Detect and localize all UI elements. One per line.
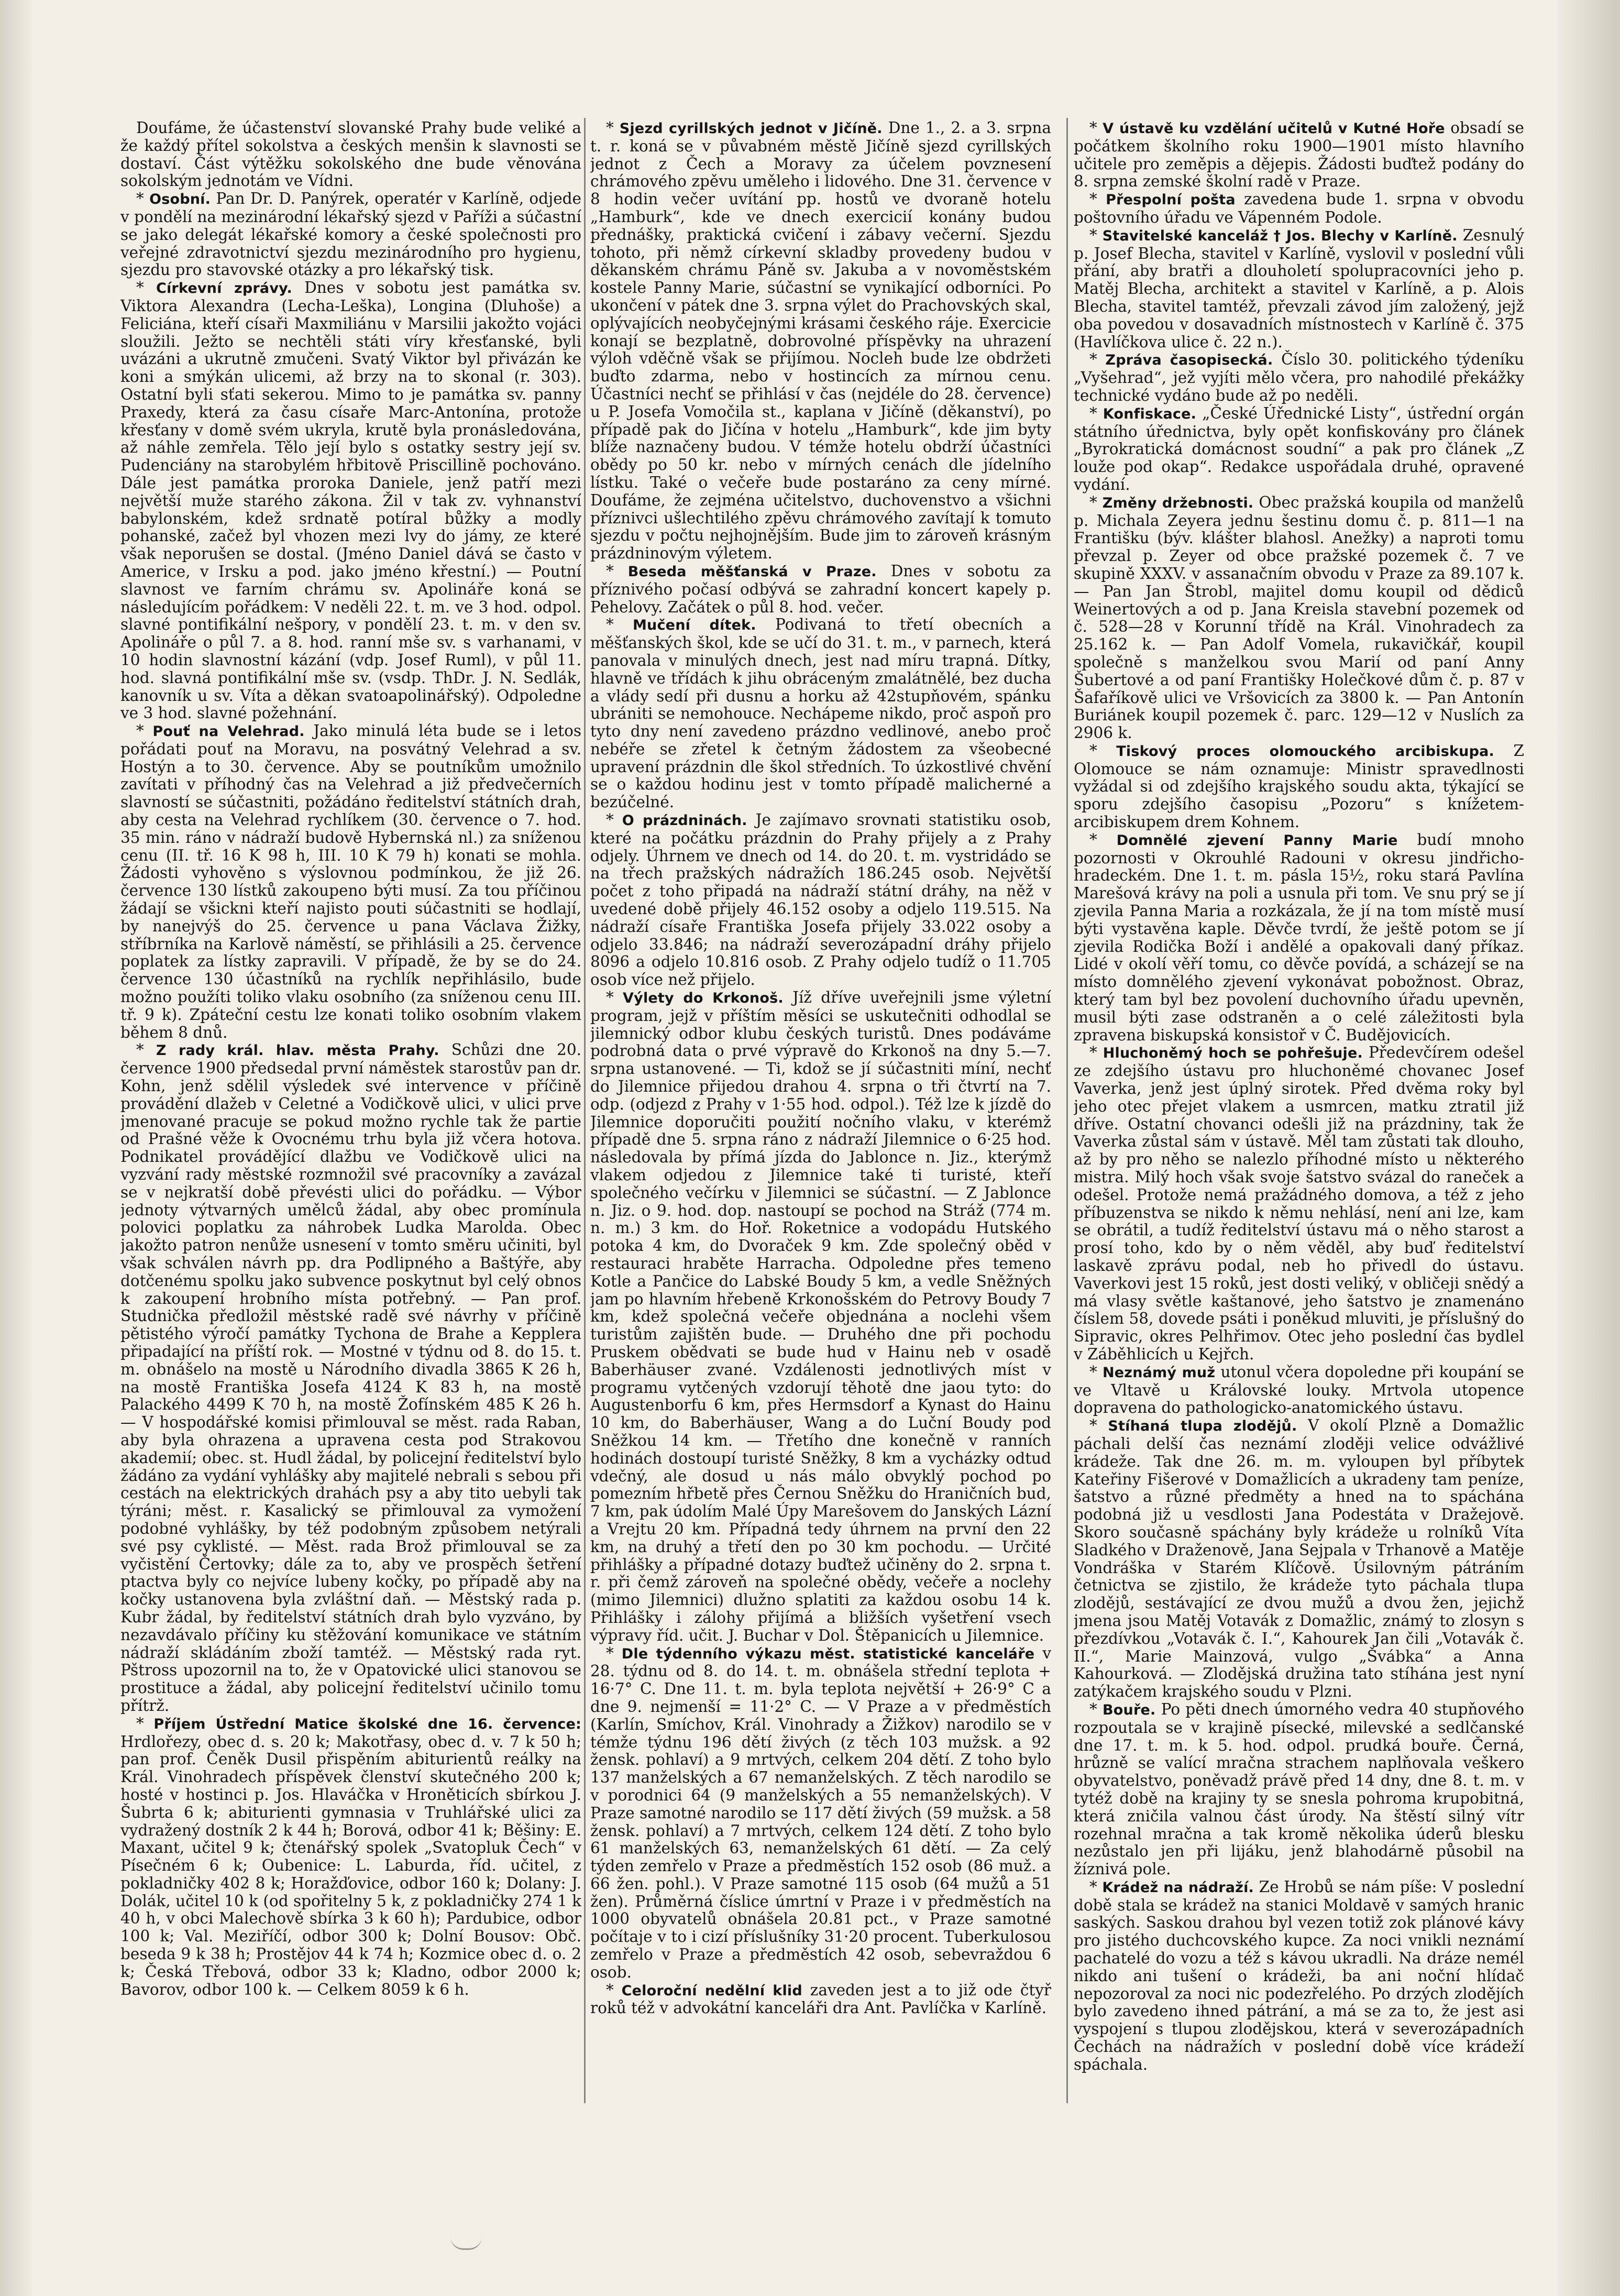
news-headline: Bouře. [1103, 1701, 1156, 1718]
news-body: Z Olomouce se nám oznamuje: Ministr spravedlnosti vyžádal si od zdejšího krajského soudu akta, týkající se sporu zdejšího časopisu „Pozoru“ s knížetem-arcibiskupem drem Kohnem. [1074, 741, 1524, 831]
news-body: zaveden jest a to již ode čtyř roků též v advokátní kanceláři dra Ant. Pavlíčka v Karlíně. [590, 1981, 1051, 2017]
asterisk-marker: * [136, 279, 156, 297]
asterisk-marker: * [136, 722, 153, 740]
news-headline: Konfiskace. [1103, 405, 1197, 422]
asterisk-marker: * [606, 119, 620, 137]
news-body: Dnes v sobotu za příznivého počasí odbývá se zahradní koncert kapely p. Pehelovy. Začátek o půl 8. hod. večer. [590, 562, 1051, 616]
asterisk-marker: * [1089, 741, 1117, 760]
asterisk-marker: * [136, 1041, 156, 1059]
asterisk-marker: * [1089, 1416, 1108, 1435]
news-body: Pan Dr. D. Panýrek, operatér v Karlíně, odjede v pondělí na mezinárodní lékařský sjezd v Paříži a súčastní se jako delegát lékařské komory a české společnosti pro veřejné zdravotnictví sjezdu mezinárodního pro hygienu, sjezdu pro stavovské otázky a pro lékařský tisk. [120, 190, 581, 279]
news-headline: Celoroční nedělní klid [621, 1982, 802, 1999]
news-headline: Stíhaná tlupa zlodějů. [1108, 1418, 1297, 1435]
news-column-1 [120, 119, 581, 2105]
news-body: Dne 1., 2. a 3. srpna t. r. koná se v půvabném městě Jičíně sjezd cyrillských jednot z Čech a Moravy za účelem povznesení chrámového zpěvu uměleho i lidového. Dne 31. července v 8 hodin večer uvítání pp. hostů ve dvoraně hotelu „Hamburk“, kde ve dnech exercicií konány budou přednášky, praktická cvičení i zábavy večerní. Sjezdu tohoto, při němž církevní skladby provedeny budou v děkanském chrámu Páně sv. Jakuba a v novoměstském kostele Panny Marie, súčastní se vynikající odborníci. Po ukončení v pátek dne 3. srpna výlet do Prachovských skal, oplývajících neobyčejnými krásami českého ráje. Exercicie konají se bezplatně, dobrovolné příspěvky na uhrazení výloh vděčně však se přijímou. Nocleh bude lze obdržeti buďto zdarma, nebo v hostincích za mírnou cenu. Účastníci nechť se přihlásí v čas (nejdéle do 28. července) u P. Josefa Vomočila st., kaplana v Jičíně (děkanství), po případě pak do Jičína v hotelu „Hamburk“, kde jim byty blíže naznačeny budou. V témže hotelu obdrží účastníci obědy po 50 kr. nebo v mírných cenách dle jídelního lístku. Také o večeře bude postaráno za ceny mírné. Doufáme, že zejména učitelstvo, duchovenstvo a všichni příznivci ušlechtilého zpěvu chrámového zavítají k tomuto sjezdu v počtu nejhojnějším. Bude jim to zároveň krásným prázdninovým výletem. [590, 119, 1051, 563]
news-body: Jíž dříve uveřejnili jsme výletní program, jejž v příštím měsíci se uskutečniti odhodlal se jilemnický odbor klubu českých turistů. Dnes podáváme podrobná data o prvé výpravě do Krkonoš na dny 5.—7. srpna ustanovené. — Ti, kdož se jí súčastniti míní, nechť do Jilemnice přijedou drahou 4. srpna o tři čtvrtí na 7. odp. (odjezd z Prahy v 1·55 hod. odpol.). Též lze k jízdě do Jilemnice doporučiti použití nočního vlaku, v kterémž případě dne 5. srpna ráno z nádraží Jilemnice o 6·25 hod. následovala by přímá jízda do Jablonce n. Jiz., kterýmž vlakem odjedou z Jilemnice také ti turisté, kteří společného večírku v Jilemnici se súčastní. — Z Jablonce n. Jiz. o 9. hod. dop. nastoupí se pochod na Stráž (774 m. n. m.) 3 km. do Hoř. Roketnice a vodopádu Hutského potoka 4 km, do Dvoraček 9 km. Zde společný oběd v restauraci hraběte Harracha. Odpoledne přes temeno Kotle a Pančice do Labské Boudy 5 km, a vedle Sněžných jam po hlavním hřebeně Krkonošském do Petrovy Boudy 7 km, kdež společná večeře objednána a noclehi všem turistům zajištěn bude. — Druhého dne při pochodu Pruskem obědvati se bude hud v Hainu neb v osadě Baberhäuser zvané. Vzdálenosti jednotlivých míst v programu vytčených vzdorují těhotě dne jaou tyto: do Augustenborfu 6 km, přes Hermsdorf a Kynast do Hainu 10 km, do Baberhäuser, Wang a do Luční Boudy pod Sněžkou 14 km. — Třetího dne konečně v ranních hodinách dostoupí turisté Sněžky, 8 km a vycházky odtud vdečný, ale dosud u nás málo obvyklý pochod po pomezním hřbetě přes Černou Sněžku do Hraničních bud, 7 km, pak údolím Malé Úpy Marešovem do Janských Lázní a Vrejtu 20 km. Případná tedy úhrnem na první den 22 km, na druhý a třetí den po 30 km pochodu. — Určité přihlášky a případné dotazy buďtež učiněny do 2. srpna t. r. při čemž zároveň na společné obědy, večeře a noclehy (mimo Jilemnici) dlužno splatiti za každou osobu 14 k. Přihlášky i zálohy přijímá a bližších vyšetření vsech výpravy říd. učit. J. Buchar v Dol. Štěpanicích u Jilemnice. [590, 988, 1051, 1644]
news-body: Jako minulá léta bude se i letos pořádati pouť na Moravu, na posvátný Velehrad a sv. Hostýn a to 30. července. Aby se poutníkům umožnilo zavítati v příhodný čas na Velehrad a již předvečerních slavností se súčastniti, požádáno ředitelství státních drah, aby cesta na Velehrad rychlíkem (30. července o 7. hod. 35 min. ráno v nádraží budově Hybernská nl.) za sníženou cenu (II. tř. 16 K 98 h, III. 10 K 79 h) konati se mohla. Žádosti vyhověno s výslovnou podmínkou, že již 26. července 130 lístků zakoupeno býti musí. Za tou příčinou žádají se všickni kteří najisto pouti súčastniti se hodlají, by nanejvýš do 25. července u pana Václava Žižky, stříbrníka na Karlově náměstí, se přihlásili a 25. července poplatek za lístky zapravili. V případě, že by se do 24. července 130 účastníků na rychlík nepřihlásilo, bude možno použíti toliko vlaku osobního (za sníženou cenu III. tř. 9 k). Zpáteční cestu lze konati toliko osobním vlakem během 8 dnů. [120, 722, 581, 1041]
news-headline: Krádež na nádraží. [1102, 1879, 1254, 1896]
news-body: v 28. týdnu od 8. do 14. t. m. obnášela střední teplota + 16·7° C. Dne 11. t. m. byla teplota největší + 26·9° C a dne 9. nejmenší = 11·2° C. — V Praze a v předměstích (Karlín, Smíchov, Král. Vinohrady a Žižkov) narodilo se v témže týdnu 196 dětí živých (z těch 103 mužsk. a 92 žensk. pohlaví) a 9 mrtvých, celkem 204 dětí. Z toho bylo 137 manželských a 67 nemanželských. Z těch narodilo se v porodnici 64 (9 manželských a 55 nemanželských). V Praze samotné narodilo se 117 dětí živých (59 mužsk. a 58 žensk. pohlaví) a 7 mrtvých, celkem 124 dětí. Z toho bylo 61 manželských 63, nemanželských 61 dětí. — Za celý týden zemřelo v Praze a předměstích 152 osob (86 muž. a 66 žen. pohl.). V Praze samotné 115 osob (64 mužů a 51 žen). Průměrná číslice úmrtní v Praze i v předměstích na 1000 obyvatelů obnášela 20.81 pct., v Praze samotné počítaje v to i cizí příslušníky 31·20 procent. Tuberkulosou zemřelo v Praze a předměstích 42 osob, sebevraždou 6 osob. [590, 1644, 1051, 1981]
asterisk-marker: * [1089, 350, 1106, 369]
news-item [1074, 1364, 1524, 1417]
news-headline: Hluchoněmý hoch se pohřešuje. [1103, 1045, 1363, 1062]
asterisk-marker: * [1089, 119, 1103, 137]
asterisk-marker: * [1089, 830, 1117, 849]
news-headline: Příjem Ústřední Matice školské dne 16. července: [153, 1716, 581, 1732]
news-item [120, 279, 581, 722]
asterisk-marker: * [606, 988, 623, 1007]
news-item [1074, 742, 1524, 831]
news-headline: Zpráva časopisecká. [1105, 352, 1273, 369]
asterisk-marker: * [606, 562, 628, 580]
news-item [120, 190, 581, 279]
asterisk-marker: * [1089, 493, 1103, 511]
news-item [120, 1715, 581, 1999]
news-item [590, 563, 1051, 616]
asterisk-marker: * [606, 616, 633, 634]
news-headline: Mučení dítek. [632, 617, 756, 634]
news-body: Doufáme, že účastenství slovanské Prahy bude veliké a že každý přítel sokolstva a českých menšin k slavnosti se dostaví. Část výtěžku sokolského dne bude věnována sokolským jednotám ve Vídni. [120, 119, 581, 190]
asterisk-marker: * [606, 1644, 622, 1662]
asterisk-marker: * [606, 811, 622, 829]
news-body: Zesnulý p. Josef Blecha, stavitel v Karlíně, vyslovil v poslední vůli přání, aby bratři a dlouholetí spolupracovníci jeho p. Matěj Blecha, architekt a stavitel v Karlíně, a p. Alois Blecha, stavitel tamtéž, převzali závod jím založený, jejž oba povedou v dosavadních místnostech v Karlíně č. 375 (Havlíčkova ulice č. 22 n.). [1074, 226, 1524, 351]
asterisk-marker: * [1089, 404, 1103, 422]
news-body: Po pěti dnech úmorného vedra 40 stupňového rozpoutala se v krajině písecké, milevské a sedlčanské dne 17. t. m. k 5. hod. odpol. prudká bouře. Černá, hrůzně se valící mračna strachem naplňovala veškero obyvatelstvo, poněvadž právě před 14 dny, dne 8. t. m. v tytéž době na krajiny ty se snesla pohroma krupobitná, která zničila valnou část úrody. Na štěstí silný vítr rozehnal mračna a tak kromě několika úderů blesku nezůstalo jen při lijáku, jenž blahodárně působil na žíznivá pole. [1074, 1700, 1524, 1878]
asterisk-marker: * [606, 1981, 622, 1999]
news-column-2 [590, 119, 1051, 2105]
news-body: obsadí se počátkem školního roku 1900—1901 místo hlavního učitele pro zeměpis a dějepis. Žádosti buďtež podány do 8. srpna zemské školní radě v Praze. [1074, 119, 1524, 191]
news-item [1074, 1044, 1524, 1363]
news-headline: Osobní. [149, 191, 211, 208]
news-body: Ze Hrobů se nám píše: V poslední době stala se krádež na stanici Moldavě v samých hranic saských. Saskou drahou byl vezen totiž zok plánové kávy pro jistého duchcovského kupce. Za noci vnikli neznámí pachatelé do vozu a též s kávou ukradli. Na dráze nemél nikdo ani tušení o krádeži, ba ani noční hlídač nepozoroval za noci nic podezřelého. Po drzých zlodějích bylo zavedeno ihned pátrání, a má se za to, že jest asi vyspojení s tlupou zlodějskou, která v severozápadních Čechách na nádražích v poslední době více krádeží spáchala. [1074, 1877, 1524, 2073]
news-item [1074, 405, 1524, 494]
news-body: budí mnoho pozornosti v Okrouhlé Radouni v okresu jindřicho-hradeckém. Dne 1. t. m. pásla 15½, roku stará Pavlína Marešová krávy na poli a usnula při tom. Ve snu prý se jí zjevila Panna Maria a rozkázala, že jí na tom místě musí býti vystavěna kaple. Děvče tvrdí, že ještě potom se jí zjevila Rodička Boží i andělé a opakovali daný příkaz. Lidé v okolí věří tomu, co děvče povídá, a scházejí se na místo domnělého zjevení vykonávat pobožnost. Obraz, který tam byl bez povolení duchovního úřadu upevněn, musil býti zase odstraněn a o celé záležitosti byla zpravena biskupská konsistoř v Č. Budějovicích. [1074, 830, 1524, 1044]
news-item [590, 1982, 1051, 2018]
news-headline: Přespolní pošta [1106, 192, 1236, 208]
news-body: Předevčírem odešel ze zdejšího ústavu pro hluchoněmé chovanec Josef Vaverka, jenž jest úplný sirotek. Před dvěma roky byl jeho otec přejet vlakem a usmrcen, matku ztratil již dříve. Ostatní chovanci odešli již na prázdniny, tak že Vaverka zůstal sám v ústavě. Měl tam zůstati tak dlouho, až by pro něho se nalezlo příhodné místo u některého mistra. Milý hoch však svoje šatstvo svázal do raneček a odešel. Protože nemá pražádného domova, a též z jeho příbuzenstva se nikdo k němu nehlásí, není ani lze, kam se obrátil, a tudíž ředitelství ústavu má o něho starost a prosí toho, kdo by o něm věděl, aby buď ředitelství laskavě zprávu podal, neb ho přivedl do ústavu. Vaverkovi jest 15 roků, jest dosti veliký, v obličeji snědý a má vlasy světle kaštanové, jeho šatstvo je znamenáno číslem 58, dovede psáti i poněkud mluviti, je příslušný do Sipravic, okres Pelhřimov. Otec jeho poslední čas bydlel v Záběhlicích u Kejřch. [1074, 1043, 1524, 1363]
news-item [1074, 1701, 1524, 1878]
news-body: Je zajímavo srovnati statistiku osob, které na počátku prázdnin do Prahy přijely a z Prahy odjely. Úhrnem ve dnech od 14. do 20. t. m. vystridádo se na třech pražských nádražích 186.245 osob. Největší počet z toho připadá na nádraží státní dráhy, na něž v uvedené době přijely 46.152 osoby a odjelo 119.515. Na nádraží císaře Františka Josefa přijely 33.022 osoby a odjelo 33.846; na nádraží severozápadní dráhy přijelo 8096 a odjelo 10.816 osob. Z Prahy odjelo tudíž o 11.705 osob více než přijelo. [590, 811, 1051, 989]
news-headline: Tiskový proces olomouckého arcibiskupa. [1116, 743, 1494, 760]
news-headline: V ústavě ku vzdělání učitelů v Kutné Hoře [1103, 120, 1445, 137]
news-headline: Pouť na Velehrad. [152, 723, 305, 740]
asterisk-marker: * [136, 1714, 154, 1732]
column-rule [584, 118, 586, 2103]
news-headline: Změny držebnosti. [1102, 495, 1254, 511]
asterisk-marker: * [1089, 1043, 1103, 1062]
news-item [1074, 351, 1524, 404]
news-item [590, 989, 1051, 1644]
news-item [590, 811, 1051, 989]
asterisk-marker: * [1089, 1700, 1103, 1718]
fold-mark [450, 2237, 482, 2250]
news-headline: Dle týdenního výkazu měst. statistické kanceláře [621, 1645, 1035, 1662]
news-item [1074, 494, 1524, 742]
news-headline: Stavitelské kanceláž † Jos. Blechy v Karlíně. [1102, 227, 1458, 244]
asterisk-marker: * [136, 190, 150, 208]
news-body: Hrdlořezy, obec d. s. 20 k; Makotřasy, obec d. v. 7 k 50 h; pan prof. Čeněk Dusil přispěním abiturientů reálky na Král. Vinohradech příspěvek členství skutečného 200 k; hosté v hostinci p. Jos. Hlaváčka v Hroněticích sbírkou J. Šubrta 6 k; abiturienti gymnasia v Truhlářské ulici za vydražený dostník 2 k 44 h; Borová, odbor 41 k; Běšiny: E. Maxant, učitel 9 k; čtenářský spolek „Svatopluk Čech“ v Písečném 6 k; Oubenice: L. Laburda, říd. učitel, z pokladničky 402 8 k; Horažďovice, odbor 160 k; Dolany: J. Dolák, učitel 10 k (od spořitelny 5 k, z pokladničky 274 1 k 40 h, v obci Malechově sbírka 3 k 60 h); Pardubice, odbor 100 k; Val. Meziříčí, odbor 300 k; Dolní Bousov: Obč. beseda 9 k 38 h; Prostějov 44 k 74 h; Kozmice obec d. o. 2 k; Česká Třebová, odbor 33 k; Kladno, odbor 2000 k; Bavorov, odbor 100 k. — Celkem 8059 k 6 h. [120, 1732, 581, 1998]
news-body: Obec pražská koupila od manželů p. Michala Zeyera jednu šestinu domu č. p. 811—1 na Františku (býv. klášter blahosl. Anežky) a naproti tomu převzal p. Zeyer od obce pražské pozemek č. 7 ve skupině XXXV. v assanačním obvodu v Praze za 89.107 k. — Pan Jan Štrobl, majitel domu koupil od dědiců Weinertových a od p. Jana Kreisla stavební pozemek od č. 528—28 v Korunní třídě na Král. Vinohradech za 25.162 k. — Pan Adolf Vomela, rukavičkář, koupil společně s manželkou svou Marií od paní Anny Šubertové a od paní Františky Holečkové dům č. p. 87 v Šafaříkově ulici ve Vršovicích za 3800 k. — Pan Antonín Buriánek koupil pozemek č. parc. 129—12 v Nuslích za 2906 k. [1074, 493, 1524, 742]
news-headline: Církevní zprávy. [156, 280, 292, 297]
news-item [590, 1645, 1051, 1982]
news-body: Dnes v sobotu jest památka sv. Viktora Alexandra (Lecha-Leška), Longina (Dluhoše) a Feliciána, kteří císaři Maxmiliánu v Marsilii jakožto vojáci sloužili. Ježto se nechtěli státi víry křesťanské, byli uvázáni a ukrutně zmučeni. Svatý Viktor byl přivázán ke koni a smýkán ulicemi, až brzy na to skonal (r. 303). Ostatní byli sťati sekerou. Mimo to je památka sv. panny Praxedy, která za času císaře Marc-Antonína, protože křesťany v domě svém ukryla, krutě byla pronásledována, až náhle zemřela. Tělo její bylo s ostatky sestry její sv. Pudenciány na starobylém hřbitově Priscillině pochováno. Dále jest památka proroka Daniele, jenž patří mezi největší muže starého zákona. Žil v tak zv. vyhnanství babylonském, kdež srdnatě potíral bůžky a modly pohanské, začež byl vhozen mezi lvy do jámy, ze které však neporušen se dostal. (Jméno Daniel dává se často v Americe, v Irsku a pod. jako jméno křestní.) — Poutní slavnost ve farním chrámu sv. Apolináře koná se následujícím pořádkem: V neděli 22. t. m. ve 3 hod. odpol. slavné pontifikální nešpory, v pondělí 23. t. m. v den sv. Apolináře o půl 7. a 8. hod. ranní mše sv. s varhanami, v 10 hodin slavnostní kázání (vdp. Josef Ruml), v půl 11. hod. slavná pontifikální mše sv. (vsdp. ThDr. J. N. Sedlák, kanovník u sv. Víta a děkan svatoapolinářský). Odpoledne ve 3 hod. slavné požehnání. [120, 279, 581, 722]
news-headline: Z rady král. hlav. města Prahy. [156, 1042, 439, 1059]
news-body: Schůzi dne 20. července 1900 předsedal první náměstek starostův pan dr. Kohn, jenž sdělil výsledek své intervence v příčině provádění dlažeb v Celetné a Vodičkově ulici, v ulici prve jmenované pracuje se pokud možno rychle tak že partie od Prašné věže k Ovocnému trhu byla již včera hotova. Podnikatel provádějící dlažbu ve Vodičkově ulici na vyzvání rady městské rozmnožil své pracovníky a zavázal se v nejkratší době převésti ulici do pořádku. — Výbor jednoty výtvarných umělců žádal, aby obec promínula polovici poplatku za náhrobek Ludka Marolda. Obec jakožto patron nenůže usnesení v tomto směru učiniti, byl však schválen návrh pp. dra Podlipného a Baštýře, aby dotčenému spolku jako subvence poskytnut byl celý obnos k zakoupení hrobního místa potřebný. — Pan prof. Studnička předložil městské radě své návrhy v příčině pětistého výročí památky Tychona de Brahe a Kepplera připadající na příští rok. — Mostné v týdnu od 8. do 15. t. m. obnášelo na mostě u Národního divadla 3865 K 26 h, na mostě Františka Josefa 4124 K 83 h, na mostě Palackého 4499 K 70 h, na mostě Žofínském 485 K 26 h. — V hospodářské komisi přimlouval se měst. rada Raban, aby byla ohrazena a upravena cesta pod Strakovou akademií; obec. st. Hudl žádal, by policejní ředitelství bylo žádáno za vydání vyhlášky aby majitelé nebrali s sebou při cestách na elektrických drahách psy a aby tito uebyli tak týráni; měst. r. Kasalický se přimlouval za vymožení podobné vyhlášky, by též podobným způsobem netýrali své psy cyklisté. — Měst. rada Brož přimlouval se za vyčistění Čertovky; dále za to, aby ve prospěch šetření ptactva byly co nejvíce lubeny kočky, po případě aby na kočky ustanovena byla zvláštní daň. — Městský rada p. Kubr žádal, by ředitelství státních drah bylo vyzváno, by nezavdávalo příčiny ku stěžování komunikace ve státním nádraží skládáním zboží tamtéž. — Městský rada ryt. Pštross upozornil na to, že v Opatovické ulici stanovou se prostituce a žádal, aby policejní ředitelství učinilo tomu přítrž. [120, 1041, 581, 1715]
news-headline: Sjezd cyrillských jednot v Jičíně. [619, 120, 883, 137]
news-item [1074, 1417, 1524, 1701]
news-headline: Beseda měšťanská v Praze. [627, 563, 877, 580]
news-body: utonul včera dopoledne při koupání se ve Vltavě u Královské louky. Mrtvola utopence dopravena do pathologicko-anatomického ústavu. [1074, 1363, 1524, 1417]
news-item [1074, 1878, 1524, 2074]
news-body: V okolí Plzně a Domažlic páchali delší čas neznámí zloději velice odvážlivé krádeže. Tak dne 26. m. m. vyloupen byl příbytek Kateřiny Fišerové v Domažlicích a ukradeny tam peníze, šatstvo a různé předměty a hned na to spáchána podobná již u vesdlosti Jana Podestáta v Dražejově. Skoro současně spáchány byly krádeže u rolníků Víta Sladkého v Draženově, Jana Sejpala v Trhanově a Matěje Vondráška v Starém Klíčově. Úsilovným pátráním četnictva se zjistilo, že krádeže tyto páchala tlupa zlodějů, sestávající ze dvou mužů a dvou žen, jejichž jmena jsou Matěj Votavák z Domažlic, známý to zlosyn s přezdívkou „Votavák č. I.“, Kahourek Jan čili „Votavák č. II.“, Marie Mainzová, vulgo „Švábka“ a Anna Kahourková. — Zlodějská družina tato stíhána jest nyní zatýkačem krajského soudu v Plzni. [1074, 1416, 1524, 1701]
news-body: Číslo 30. politického týdeníku „Vyšehrad“, jež vyjíti mělo včera, pro nahodilé překážky technické vydáno bude až po neděli. [1074, 350, 1524, 404]
news-body: zavedena bude 1. srpna v obvodu poštovního úřadu ve Vápenném Podole. [1074, 190, 1524, 226]
news-item [590, 119, 1051, 563]
news-item [120, 119, 581, 190]
news-item [1074, 831, 1524, 1045]
asterisk-marker: * [1089, 190, 1106, 208]
asterisk-marker: * [1089, 226, 1103, 244]
news-headline: Výlety do Krkonoš. [623, 990, 784, 1007]
news-item [1074, 191, 1524, 227]
news-item [1074, 227, 1524, 351]
news-item [1074, 119, 1524, 191]
news-item [120, 1041, 581, 1715]
column-rule [1066, 118, 1068, 2103]
asterisk-marker: * [1089, 1877, 1103, 1896]
news-headline: O prázdninách. [622, 812, 747, 829]
news-headline: Domnělé zjevení Panny Marie [1116, 832, 1398, 849]
scan-edge-left [0, 0, 31, 2296]
news-column-3 [1074, 119, 1524, 2105]
news-body: „České Úřednické Listy“, ústřední orgán státního úřednictva, byly opět konfiskovány pro článek „Byrokratická domácnost soudní“ a pak pro článek „Z louže pod okap“. Redakce uspořádala druhé, opravené vydání. [1074, 404, 1524, 493]
news-headline: Neznámý muž [1102, 1364, 1216, 1381]
news-item [590, 616, 1051, 811]
asterisk-marker: * [1089, 1363, 1103, 1381]
news-body: Podivaná to třetí obecních a měšťanských škol, kde se učí do 31. t. m., v parnech, která panovala v minulých dnech, jest nad míru trapná. Dítky, hlavně ve třídách k jihu obráceným zmalátnělé, bez ducha a vlády sedí při dusnu a horku až 42stupňovém, spánku ubrániti se nemohouce. Nechápeme nikdo, proč aspoň pro tyto dny není zavedeno prázdno vedlinové, anebo proč nebéře se zřetel k četným žádostem za všeobecné upravení prázdnin dle škol středních. To úzkostlivé chvění se o každou hodinu jest v tomto případě malicherné a bezúčelné. [590, 616, 1051, 811]
scan-edge-right [1557, 0, 1620, 2296]
news-item [120, 722, 581, 1041]
